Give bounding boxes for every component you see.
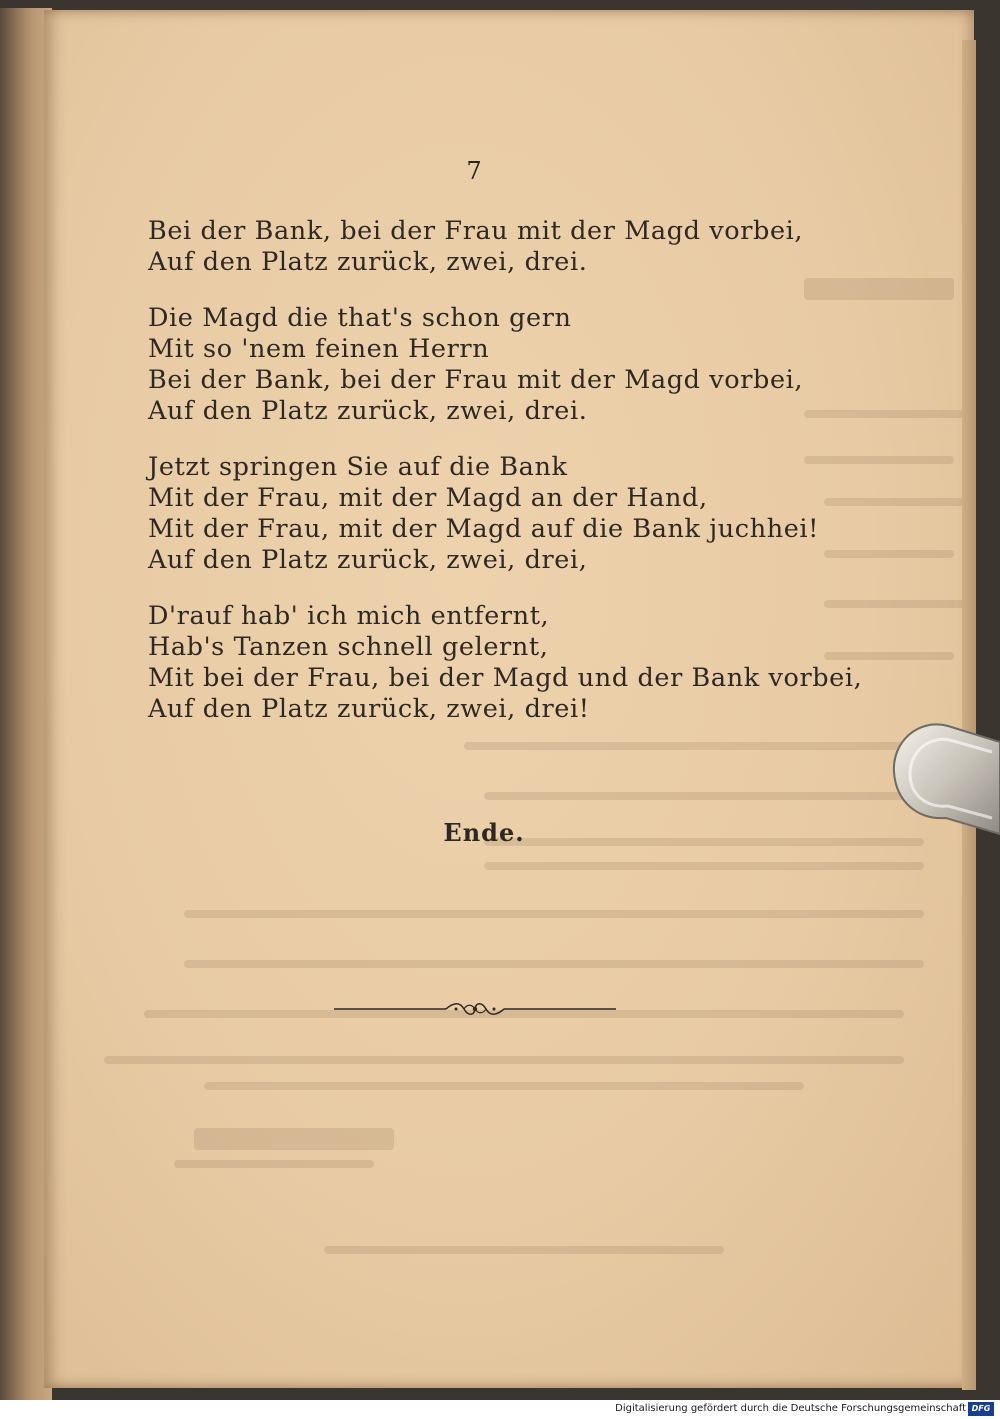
dfg-logo-icon: DFG <box>968 1402 994 1416</box>
poem-line: Bei der Bank, bei der Frau mit der Magd vorbei, <box>148 216 804 246</box>
poem-line: D'rauf hab' ich mich entfernt, <box>148 601 550 631</box>
stanza <box>148 303 868 427</box>
poem-line: Auf den Platz zurück, zwei, drei. <box>148 247 588 277</box>
stanza <box>148 452 868 576</box>
stanza <box>148 601 868 725</box>
poem-line: Jetzt springen Sie auf die Bank <box>148 452 568 482</box>
book-page <box>44 10 974 1388</box>
ornamental-divider-icon <box>334 994 616 1024</box>
page-right-edge <box>962 40 976 1390</box>
poem-line: Die Magd die that's schon gern <box>148 303 572 333</box>
poem-line: Mit bei der Frau, bei der Magd und der Bank vorbei, <box>148 663 863 693</box>
footer-bar <box>0 1400 1000 1419</box>
stanza <box>148 216 868 278</box>
page-clip-icon <box>888 722 1000 840</box>
poem-line: Mit so 'nem feinen Herrn <box>148 334 490 364</box>
poem-line: Mit der Frau, mit der Magd auf die Bank juchhei! <box>148 514 820 544</box>
poem-line: Auf den Platz zurück, zwei, drei, <box>148 545 588 575</box>
dfg-credit: Digitalisierung gefördert durch die Deutsche Forschungsgemeinschaft <box>615 1403 966 1414</box>
ende-heading: Ende. <box>443 818 525 847</box>
poem-line: Hab's Tanzen schnell gelernt, <box>148 632 549 662</box>
page-number: 7 <box>466 157 482 185</box>
poem-line: Auf den Platz zurück, zwei, drei. <box>148 396 588 426</box>
poem-line: Mit der Frau, mit der Magd an der Hand, <box>148 483 708 513</box>
poem-line: Auf den Platz zurück, zwei, drei! <box>148 694 590 724</box>
poem <box>148 216 868 750</box>
poem-line: Bei der Bank, bei der Frau mit der Magd vorbei, <box>148 365 804 395</box>
